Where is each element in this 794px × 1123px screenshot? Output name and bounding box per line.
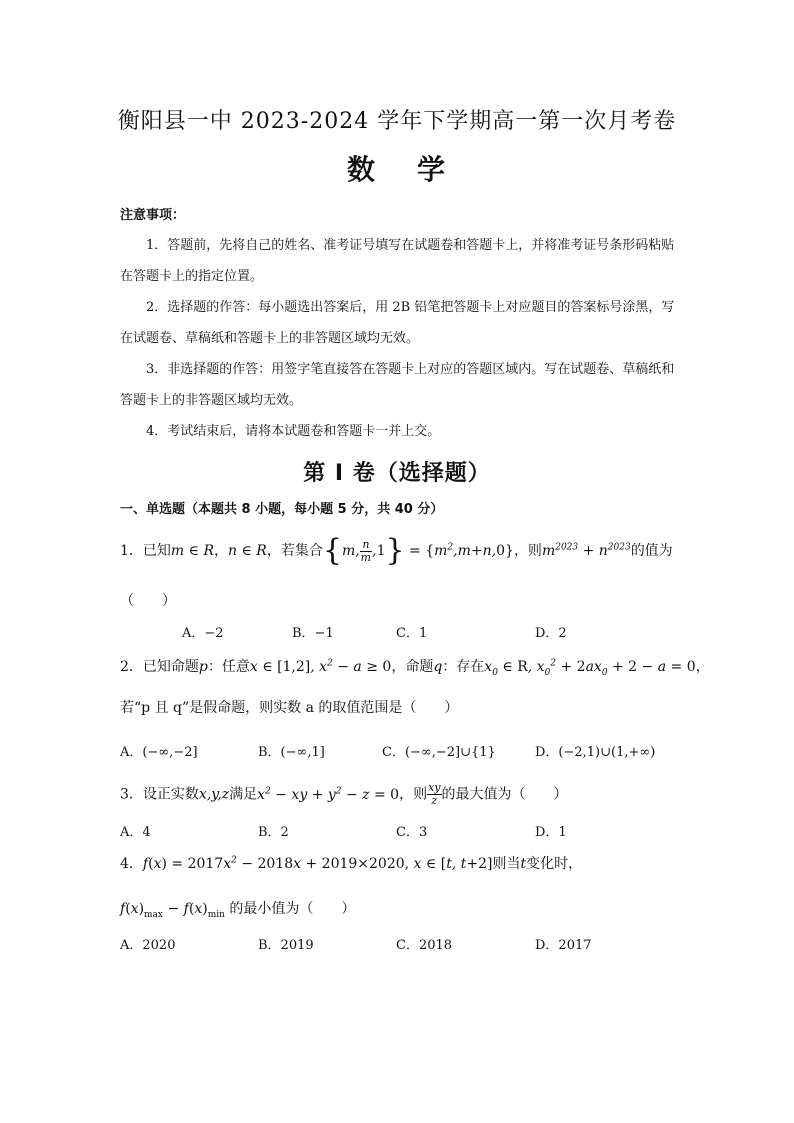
- q3-equation: $x^2$ − xy + $y^2 - z = 0$: [257, 785, 400, 803]
- q2-option-d: D．(−2,1)∪(1,+∞): [535, 745, 656, 760]
- section-title: 第 I 卷（选择题）: [303, 461, 491, 486]
- q1-n-in-r: n ∈ R: [228, 543, 267, 559]
- notice-item-2: 2．选择题的作答：每小题选出答案后，用 2B 铅笔把答题卡上对应题目的答案标号涂黑，写在试题卷、草稿纸和答题卡上的非答题区域均无效。: [120, 300, 675, 346]
- q1-option-d: D．2: [535, 626, 567, 641]
- q3-option-a: A．4: [120, 825, 151, 840]
- part-heading: 一、单选题（本题共 8 小题，每小题 5 分，共 40 分）: [120, 502, 444, 517]
- question-2-options: [120, 741, 680, 763]
- q2-condition-q: $x_0$ ∈ R, $x_0^2 + 2ax_0 + 2 - a = 0$: [484, 658, 696, 678]
- q1-expression: $m^{2023} + n^{2023}$: [541, 542, 631, 559]
- q4-function: $f(x) = 2017x^2 - 2018x + 2019\times 2020$, x ∈ [t, t+2]: [142, 855, 493, 872]
- q4-option-d: D．2017: [535, 938, 592, 953]
- q2-option-a: A．(−∞,−2]: [120, 745, 198, 760]
- q1-option-a: A．−2: [182, 626, 224, 641]
- subject-title: [0, 148, 794, 188]
- question-1-paren: （ ）: [120, 593, 176, 609]
- question-1: 1．已知m ∈ R，n ∈ R，若集合{m, $\frac{n}{m}$ $,1\} = \{m^2,m+n,0\}$，则$m^{2023} + n^{2023}$的值为: [120, 533, 673, 568]
- q1-set-equation: {m, $\frac{n}{m}$ $,1\} = \{m^2,m+n,0\}$: [322, 533, 514, 568]
- q2-option-c: C．(−∞,−2]∪{1}: [382, 745, 496, 760]
- subject-char-2: 学: [417, 153, 448, 186]
- q1-option-c: C．1: [396, 626, 428, 641]
- exam-title: 衡阳县一中 2023-2024 学年下学期高一第一次月考卷: [117, 109, 677, 134]
- notice-item-1: 1．答题前，先将自己的姓名、准考证号填写在试题卷和答题卡上，并将准考证号条形码粘贴在答题卡上的指定位置。: [120, 238, 675, 284]
- question-4-line-2: $f(x)_{max} - f(x)_{min}$ 的最小值为（ ）: [120, 901, 356, 920]
- question-2-line-2: 若“p 且 q”是假命题，则实数 a 的取值范围是（ ）: [120, 700, 459, 716]
- q4-option-b: B．2019: [258, 938, 314, 953]
- q3-option-d: D．1: [535, 825, 567, 840]
- q4-max-minus-min: $f(x)_{max} - f(x)_{min}$: [120, 901, 225, 920]
- notice-item-4: 4．考试结束后，请将本试题卷和答题卡一并上交。: [146, 424, 441, 439]
- q4-option-a: A．2020: [120, 938, 176, 953]
- question-1-options: [120, 622, 680, 644]
- q1-option-b: B．−1: [292, 626, 334, 641]
- question-3-options: [120, 821, 680, 843]
- notice-item-3: 3．非选择题的作答：用签字笔直接答在答题卡上对应的答题区域内。写在试题卷、草稿纸和答题卡上的非答题区域均无效。: [120, 362, 675, 408]
- question-4-options: [120, 934, 680, 956]
- q3-fraction: $\frac{xy}{z}$: [428, 781, 441, 807]
- subject-char-1: 数: [346, 153, 377, 186]
- q4-option-c: C．2018: [396, 938, 453, 953]
- q2-option-b: B．(−∞,1]: [258, 745, 325, 760]
- question-4: 4．$f(x) = 2017x^2 - 2018x + 2019\times 2020$, x ∈ [t, t+2]则当t变化时，: [120, 855, 583, 872]
- question-2: 2．已知命题p：任意x ∈ [1,2], $x^2 - a \ge 0$，命题q：存在$x_0$ ∈ R, $x_0^2 + 2ax_0 + 2 - a = 0$，: [120, 658, 710, 678]
- q3-option-c: C．3: [396, 825, 428, 840]
- q2-condition-p: x ∈ [1,2], $x^2 - a \ge 0$: [249, 658, 392, 675]
- question-3: 3．设正实数x,y,z满足$x^2$ − xy + $y^2 - z = 0$，则 $\frac{xy}{z}$ 的最大值为（ ）: [120, 781, 568, 807]
- q1-m-in-r: m ∈ R: [170, 543, 215, 559]
- notice-heading: 注意事项：: [120, 208, 186, 223]
- q3-option-b: B．2: [258, 825, 289, 840]
